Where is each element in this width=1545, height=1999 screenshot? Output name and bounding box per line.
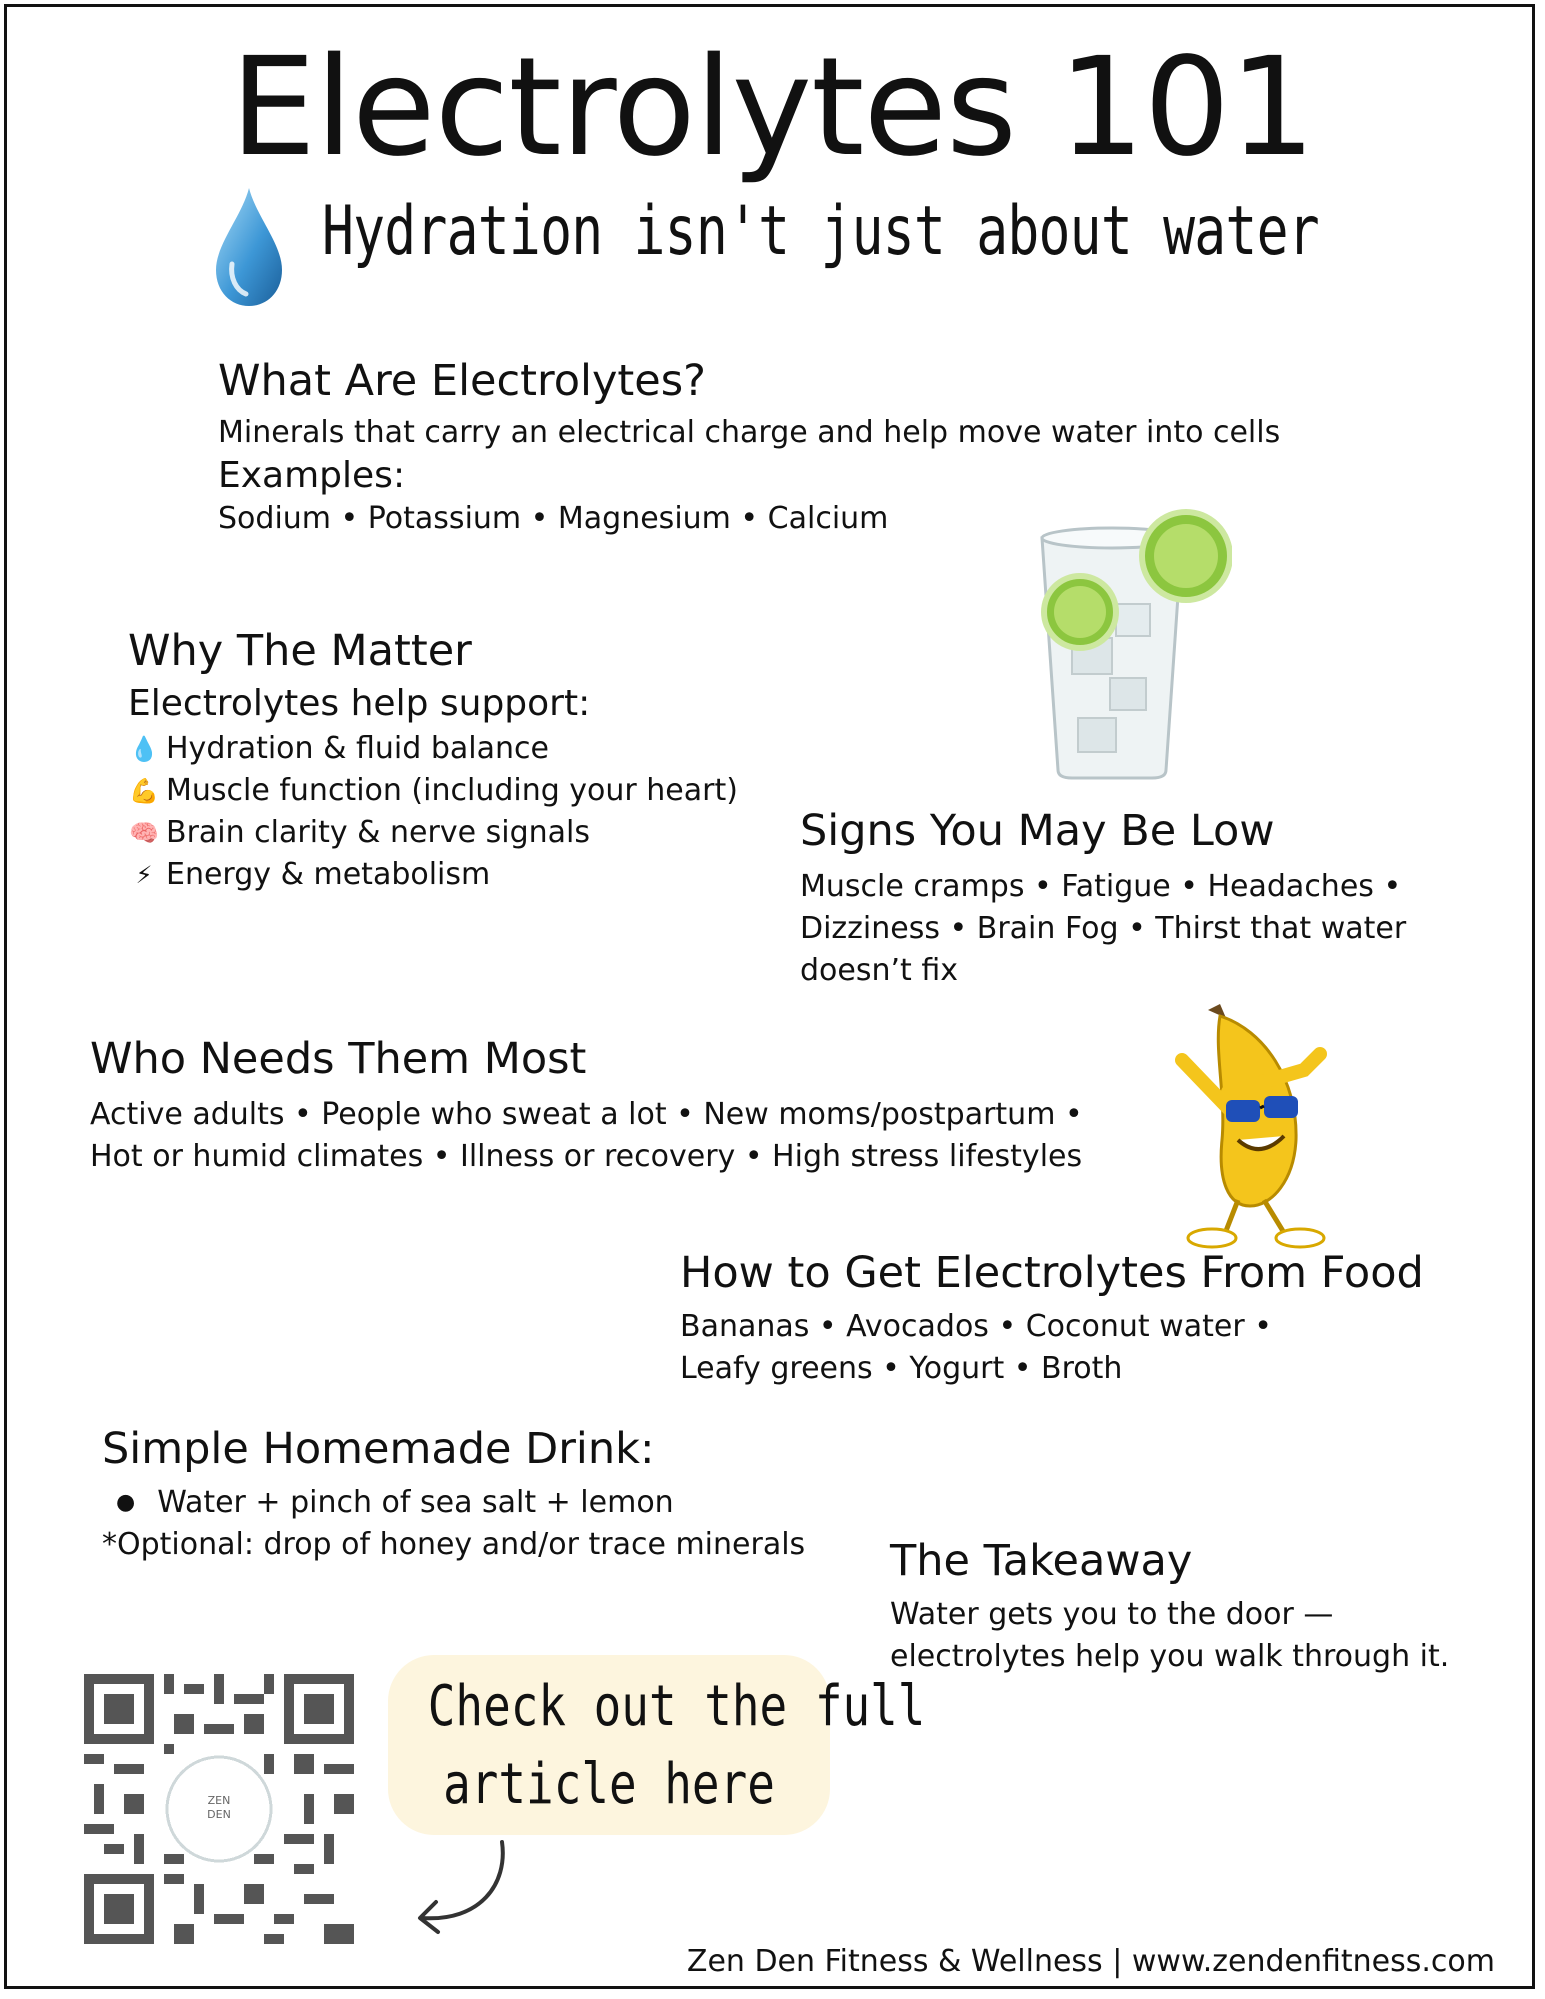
takeaway-line: Water gets you to the door — — [890, 1596, 1334, 1632]
signs-line: Dizziness • Brain Fog • Thirst that water — [800, 910, 1407, 946]
signs-line: doesn’t fix — [800, 952, 958, 988]
list-item: 🧠 Brain clarity & nerve signals — [128, 812, 738, 854]
signs-line: Muscle cramps • Fatigue • Headaches • — [800, 868, 1402, 904]
what-are-heading: What Are Electrolytes? — [218, 356, 706, 406]
callout-text — [427, 1668, 926, 1824]
dabbing-banana-icon — [1168, 1000, 1358, 1254]
lightning-icon: ⚡ — [135, 860, 153, 889]
takeaway-section — [890, 1536, 1449, 1678]
callout-line: Check out the full — [427, 1674, 926, 1739]
from-food-section — [680, 1248, 1424, 1390]
bullet-dot: ● — [116, 1489, 136, 1515]
footer-text: Zen Den Fitness & Wellness | www.zendenfitness.com — [686, 1944, 1495, 1979]
examples-list: Sodium • Potassium • Magnesium • Calcium — [218, 500, 889, 536]
water-drop-icon: 💧 — [129, 734, 159, 763]
from-food-line: Leafy greens • Yogurt • Broth — [680, 1350, 1123, 1386]
list-item: ⚡ Energy & metabolism — [128, 854, 738, 896]
takeaway-line: electrolytes help you walk through it. — [890, 1638, 1450, 1674]
signs-low-heading: Signs You May Be Low — [800, 806, 1275, 856]
list-item: 💧 Hydration & fluid balance — [128, 728, 738, 770]
homemade-section — [102, 1424, 805, 1566]
homemade-bullet: Water + pinch of sea salt + lemon — [157, 1484, 674, 1520]
who-needs-heading: Who Needs Them Most — [90, 1034, 587, 1084]
who-needs-line: Active adults • People who sweat a lot • New moms/postpartum • — [90, 1096, 1083, 1132]
what-are-description: Minerals that carry an electrical charge and help move water into cells — [218, 414, 1281, 450]
who-needs-section — [90, 1034, 1083, 1178]
flexed-bicep-icon: 💪 — [129, 776, 159, 805]
page-title: Electrolytes 101 — [230, 29, 1315, 187]
homemade-optional: *Optional: drop of honey and/or trace minerals — [102, 1526, 806, 1562]
page-subtitle: Hydration isn't just about water — [322, 192, 1319, 271]
takeaway-heading: The Takeaway — [890, 1536, 1193, 1586]
from-food-heading: How to Get Electrolytes From Food — [680, 1248, 1424, 1298]
brain-icon: 🧠 — [129, 818, 159, 847]
callout-line: article here — [443, 1752, 775, 1817]
signs-low-section — [800, 806, 1406, 992]
list-item: 💪 Muscle function (including your heart) — [128, 770, 738, 812]
water-drop-icon — [212, 186, 286, 314]
why-matter-intro: Electrolytes help support: — [128, 682, 591, 724]
examples-label: Examples: — [218, 454, 406, 496]
qr-logo: ZEN DEN — [207, 1794, 231, 1821]
curved-arrow-icon — [410, 1838, 510, 1942]
glass-with-lime-icon — [1032, 508, 1232, 788]
from-food-line: Bananas • Avocados • Coconut water • — [680, 1308, 1272, 1344]
homemade-heading: Simple Homemade Drink: — [102, 1424, 655, 1474]
why-matter-heading: Why The Matter — [128, 626, 472, 676]
who-needs-line: Hot or humid climates • Illness or recovery • High stress lifestyles — [90, 1138, 1083, 1174]
why-matter-section — [128, 626, 738, 896]
list-item — [102, 1482, 805, 1524]
